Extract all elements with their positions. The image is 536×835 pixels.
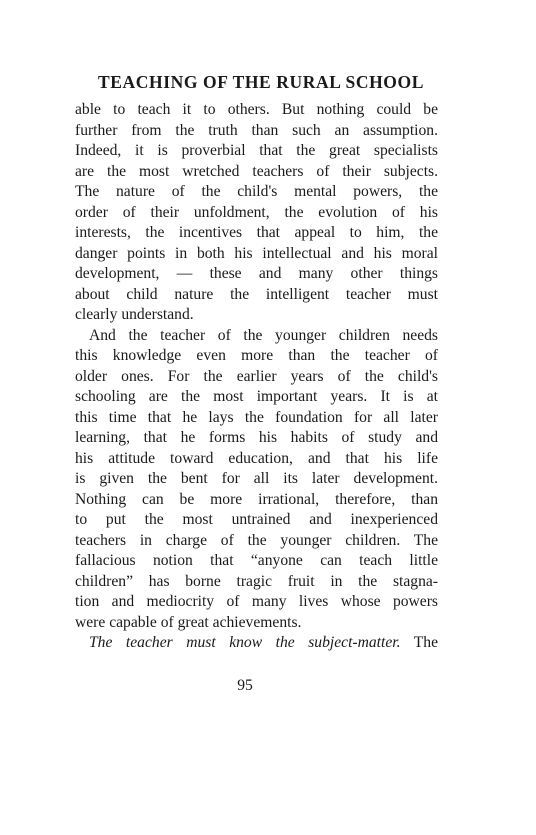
text-line: And the teacher of the younger children needs xyxy=(89,326,438,344)
text-line: The nature of the child's mental powers, the xyxy=(75,183,438,200)
section-lead-line xyxy=(75,633,438,654)
text-line: order of their unfoldment, the evolution of his xyxy=(75,203,438,221)
text-line: Nothing can be more irrational, therefore, than xyxy=(75,490,438,508)
text-line: learning, that he forms his habits of study and xyxy=(75,429,438,446)
text-line: are the most wretched teachers of their subjects. xyxy=(75,162,438,180)
paragraph-heading: The teacher must know the subject-matter. xyxy=(89,634,401,651)
text-line: his attitude toward education, and that his life xyxy=(75,449,438,467)
text-line: interests, the incentives that appeal to him, the xyxy=(75,224,438,241)
text-line: this knowledge even more than the teacher of xyxy=(75,347,438,364)
text-line: fallacious notion that “anyone can teach little xyxy=(75,552,438,569)
text-line: development, — these and many other things xyxy=(75,265,438,282)
text-line: is given the bent for all its later development. xyxy=(75,470,438,487)
body-text xyxy=(75,100,438,654)
page-number: 95 xyxy=(237,677,253,694)
text-line: Indeed, it is proverbial that the great specialists xyxy=(75,142,438,159)
text-line: clearly understand. xyxy=(75,306,194,323)
text-line-continuation: The xyxy=(400,634,438,651)
text-line: were capable of great achievements. xyxy=(75,613,302,631)
text-line: danger points in both his intellectual and his moral xyxy=(75,244,438,262)
text-line: schooling are the most important years. It is at xyxy=(75,388,438,405)
text-line: to put the most untrained and inexperienced xyxy=(75,511,438,528)
text-line: teachers in charge of the younger children. The xyxy=(75,531,438,549)
running-head: TEACHING OF THE RURAL SCHOOL xyxy=(97,72,425,92)
text-line: further from the truth than such an assumption. xyxy=(75,121,438,139)
text-line: able to teach it to others. But nothing could be xyxy=(75,101,438,118)
text-line: this time that he lays the foundation for all later xyxy=(75,408,438,426)
text-line: older ones. For the earlier years of the child's xyxy=(75,367,438,385)
text-line: children” has borne tragic fruit in the stagna- xyxy=(75,572,438,590)
text-line: tion and mediocrity of many lives whose powers xyxy=(75,593,438,610)
text-line: about child nature the intelligent teacher must xyxy=(75,285,438,303)
